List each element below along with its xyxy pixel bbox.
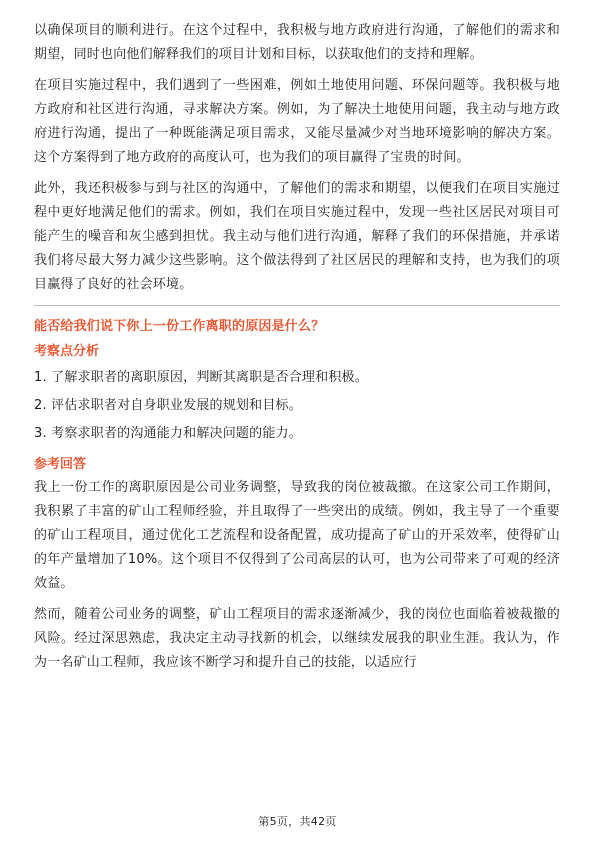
intro-paragraph: 以确保项目的顺利进行。在这个过程中，我积极与地方政府进行沟通，了解他们的需求和期望，同时也向他们解释我们的项目计划和目标，以获取他们的支持和理解。 xyxy=(34,23,560,62)
list-item: 1. 了解求职者的离职原因，判断其离职是否合理和积极。 xyxy=(34,370,368,385)
page-number-footer: 第5页，共42页 xyxy=(258,815,337,828)
answer-heading: 参考回答 xyxy=(34,457,87,472)
intro-paragraph: 在项目实施过程中，我们遇到了一些困难，例如土地使用问题、环保问题等。我积极与地方政府和社区进行沟通，寻求解决方案。例如，为了解决土地使用问题，我主动与地方政府进行沟通，提出了一种既能满足项目需求，又能尽量减少对当地环境影响的解决方案。这个方案得到了地方政府的高度认可，也为我们的项目赢得了宝贵的时间。 xyxy=(34,78,560,165)
interview-question: 能否给我们说下你上一份工作离职的原因是什么？ xyxy=(34,319,325,334)
list-item: 3. 考察求职者的沟通能力和解决问题的能力。 xyxy=(34,426,302,441)
page-content xyxy=(34,19,560,682)
intro-paragraph: 此外，我还积极参与到与社区的沟通中，了解他们的需求和期望，以便我们在项目实施过程中更好地满足他们的需求。例如，我们在项目实施过程中，发现一些社区居民对项目可能产生的噪音和灰尘感到担忧。我主动与他们进行沟通，解释了我们的环保措施，并承诺我们将尽最大努力减少这些影响。这个做法得到了社区居民的理解和支持，也为我们的项目赢得了良好的社会环境。 xyxy=(34,181,560,292)
answer-paragraph: 然而，随着公司业务的调整，矿山工程项目的需求逐渐减少，我的岗位也面临着被裁撤的风险。经过深思熟虑，我决定主动寻找新的机会，以继续发展我的职业生涯。我认为，作为一名矿山工程师，我应该不断学习和提升自己的技能，以适应行 xyxy=(34,607,560,670)
section-divider xyxy=(34,305,560,306)
list-item: 2. 评估求职者对自身职业发展的规划和目标。 xyxy=(34,398,302,413)
answer-paragraph: 我上一份工作的离职原因是公司业务调整，导致我的岗位被裁撤。在这家公司工作期间，我积累了丰富的矿山工程师经验，并且取得了一些突出的成绩。例如，我主导了一个重要的矿山工程项目，通过优化工艺流程和设备配置，成功提高了矿山的开采效率，使得矿山的年产量增加了10%。这个项目不仅得到了公司高层的认可，也为公司带来了可观的经济效益。 xyxy=(34,480,560,591)
analysis-heading: 考察点分析 xyxy=(34,344,100,359)
analysis-list xyxy=(34,365,560,446)
